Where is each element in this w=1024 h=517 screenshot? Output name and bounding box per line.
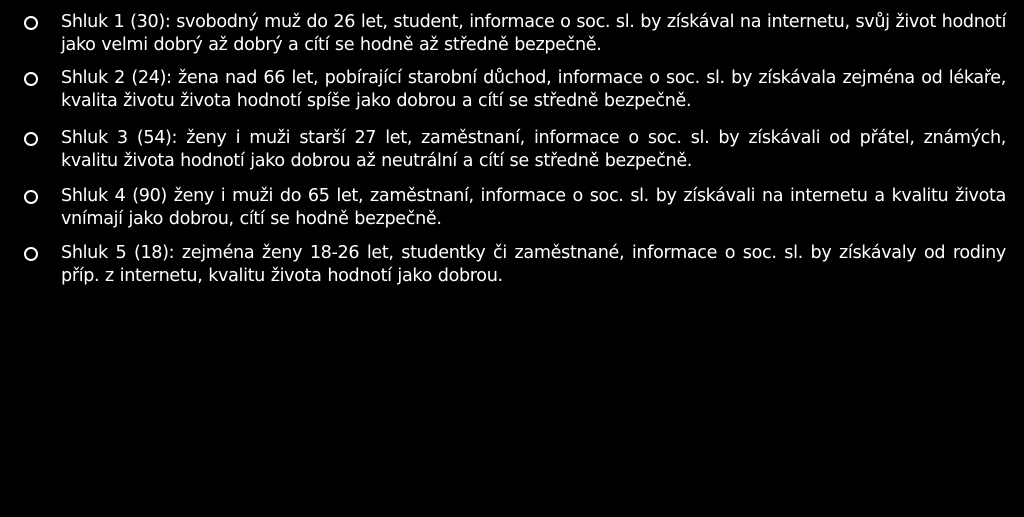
ring-bullet-icon bbox=[24, 72, 38, 86]
ring-bullet-icon bbox=[24, 247, 38, 261]
cluster-text: Shluk 5 (18): zejména ženy 18-26 let, studentky či zaměstnané, informace o soc. sl. by získávaly od rodiny příp. z internetu, kvalitu života hodnotí jako dobrou. bbox=[61, 243, 1006, 286]
cluster-text: Shluk 2 (24): žena nad 66 let, pobírající starobní důchod, informace o soc. sl. by získávala zejména od lékaře, kvalita životu života hodnotí spíše jako dobrou a cítí se středně bezpečně. bbox=[61, 68, 1006, 111]
list-item bbox=[24, 185, 1006, 231]
list-item bbox=[24, 127, 1006, 173]
cluster-text: Shluk 4 (90) ženy i muži do 65 let, zaměstnaní, informace o soc. sl. by získávali na internetu a kvalitu života vnímají jako dobrou, cítí se hodně bezpečně. bbox=[61, 186, 1006, 229]
cluster-text: Shluk 1 (30): svobodný muž do 26 let, student, informace o soc. sl. by získával na internetu, svůj život hodnotí jako velmi dobrý až dobrý a cítí se hodně až středně bezpečně. bbox=[61, 12, 1006, 55]
cluster-list bbox=[24, 11, 1006, 288]
list-item bbox=[24, 242, 1006, 288]
ring-bullet-icon bbox=[24, 16, 38, 30]
list-item bbox=[24, 11, 1006, 57]
cluster-text: Shluk 3 (54): ženy i muži starší 27 let, zaměstnaní, informace o soc. sl. by získávali od přátel, známých, kvalitu života hodnotí jako dobrou až neutrální a cítí se středně bezpečně. bbox=[61, 128, 1006, 171]
list-item bbox=[24, 67, 1006, 113]
ring-bullet-icon bbox=[24, 190, 38, 204]
ring-bullet-icon bbox=[24, 132, 38, 146]
